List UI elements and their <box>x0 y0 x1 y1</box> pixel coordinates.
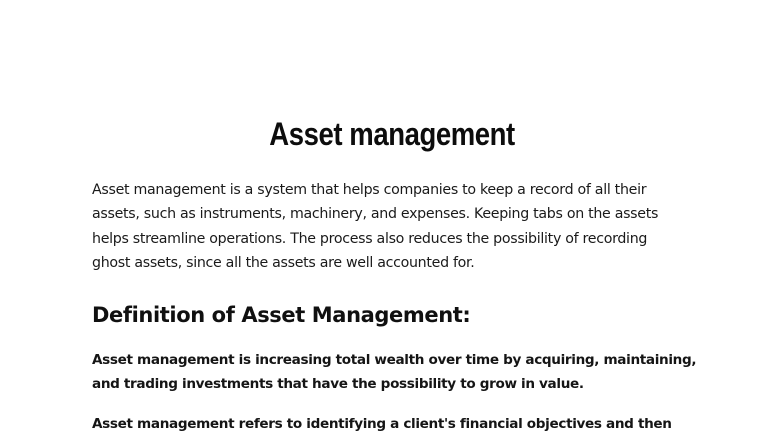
intro-line: Asset management is a system that helps companies to keep a record of all their <box>92 182 647 198</box>
section-heading: Definition of Asset Management: <box>92 303 471 327</box>
intro-line: helps streamline operations. The process also reduces the possibility of recording <box>92 230 648 247</box>
definition-paragraph <box>92 348 702 397</box>
intro-paragraph <box>92 178 692 276</box>
document-title: Asset management <box>269 116 515 152</box>
intro-line: ghost assets, since all the assets are well accounted for. <box>92 255 475 272</box>
definition-line: and trading investments that have the possibility to grow in value. <box>92 376 584 393</box>
definition-line: Asset management is increasing total wealth over time by acquiring, maintaining, <box>92 352 697 368</box>
intro-line: assets, such as instruments, machinery, and expenses. Keeping tabs on the assets <box>92 206 659 223</box>
second-paragraph: Asset management refers to identifying a client's financial objectives and then <box>92 416 672 432</box>
